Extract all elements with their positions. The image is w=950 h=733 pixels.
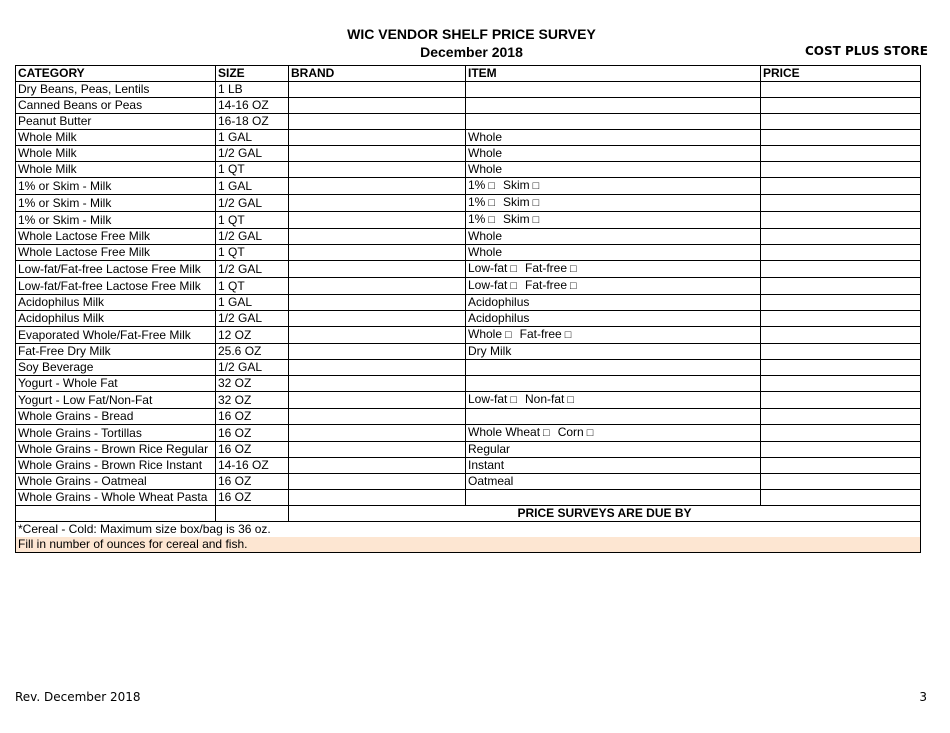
checkbox-icon[interactable]: □ — [567, 394, 575, 406]
fill-note: Fill in number of ounces for cereal and fish. — [16, 537, 921, 553]
category-cell: Evaporated Whole/Fat-Free Milk — [16, 327, 216, 344]
checkbox-icon[interactable]: □ — [570, 263, 577, 275]
brand-cell[interactable] — [289, 278, 466, 295]
table-row — [16, 114, 921, 130]
price-cell[interactable] — [761, 130, 921, 146]
item-cell — [466, 376, 761, 392]
table-row — [16, 327, 921, 344]
item-option-label: Whole — [468, 229, 503, 243]
size-cell: 1/2 GAL — [216, 261, 289, 278]
brand-cell[interactable] — [289, 229, 466, 245]
table-row — [16, 162, 921, 178]
item-cell — [466, 392, 761, 409]
item-option-label: Low-fat — [468, 261, 508, 275]
size-cell: 14-16 OZ — [216, 458, 289, 474]
checkbox-icon[interactable]: □ — [532, 180, 540, 192]
item-option-label: Oatmeal — [468, 474, 514, 488]
brand-cell[interactable] — [289, 245, 466, 261]
brand-cell[interactable] — [289, 178, 466, 195]
size-cell: 16 OZ — [216, 442, 289, 458]
item-option-label: Skim — [503, 178, 530, 192]
item-cell — [466, 474, 761, 490]
item-option-label: Whole — [468, 162, 503, 176]
category-cell: Yogurt - Low Fat/Non-Fat — [16, 392, 216, 409]
price-cell[interactable] — [761, 360, 921, 376]
table-row — [16, 278, 921, 295]
brand-cell[interactable] — [289, 82, 466, 98]
item-cell — [466, 360, 761, 376]
price-cell[interactable] — [761, 195, 921, 212]
item-option-label: Whole — [468, 327, 503, 341]
brand-cell[interactable] — [289, 376, 466, 392]
revision-footer: Rev. December 2018 — [15, 690, 141, 704]
table-row — [16, 376, 921, 392]
size-cell: 12 OZ — [216, 327, 289, 344]
column-header-item: ITEM — [466, 66, 761, 82]
table-row — [16, 458, 921, 474]
category-cell: Canned Beans or Peas — [16, 98, 216, 114]
item-cell — [466, 327, 761, 344]
checkbox-icon[interactable]: □ — [505, 329, 512, 341]
price-cell[interactable] — [761, 458, 921, 474]
category-cell: Whole Grains - Tortillas — [16, 425, 216, 442]
item-cell — [466, 458, 761, 474]
price-cell[interactable] — [761, 474, 921, 490]
size-cell: 1/2 GAL — [216, 195, 289, 212]
checkbox-icon[interactable]: □ — [488, 214, 495, 226]
checkbox-icon[interactable]: □ — [586, 427, 594, 439]
brand-cell[interactable] — [289, 344, 466, 360]
price-cell[interactable] — [761, 98, 921, 114]
checkbox-icon[interactable]: □ — [488, 197, 495, 209]
price-cell[interactable] — [761, 311, 921, 327]
brand-cell[interactable] — [289, 425, 466, 442]
item-cell — [466, 409, 761, 425]
item-cell — [466, 261, 761, 278]
brand-cell[interactable] — [289, 98, 466, 114]
table-row — [16, 409, 921, 425]
survey-title: WIC VENDOR SHELF PRICE SURVEY — [347, 26, 596, 42]
category-cell: Whole Grains - Bread — [16, 409, 216, 425]
store-name: COST PLUS STORE — [804, 44, 928, 58]
table-row — [16, 130, 921, 146]
brand-cell[interactable] — [289, 409, 466, 425]
category-cell: Whole Milk — [16, 130, 216, 146]
category-cell: Whole Lactose Free Milk — [16, 245, 216, 261]
item-cell — [466, 442, 761, 458]
table-row — [16, 490, 921, 506]
item-option-label: 1% — [468, 212, 486, 226]
price-cell[interactable] — [761, 261, 921, 278]
table-row — [16, 442, 921, 458]
checkbox-icon[interactable]: □ — [510, 280, 518, 292]
item-option-label: Dry Milk — [468, 344, 512, 358]
checkbox-icon[interactable]: □ — [510, 263, 518, 275]
table-row — [16, 344, 921, 360]
item-cell — [466, 490, 761, 506]
table-row — [16, 425, 921, 442]
size-cell: 1/2 GAL — [216, 311, 289, 327]
category-cell: Peanut Butter — [16, 114, 216, 130]
item-option-label: Whole — [468, 130, 503, 144]
item-cell — [466, 130, 761, 146]
item-option-label: Fat-free — [525, 261, 568, 275]
size-cell: 1 QT — [216, 278, 289, 295]
item-option-label: Skim — [503, 212, 530, 226]
item-cell — [466, 245, 761, 261]
item-cell — [466, 82, 761, 98]
size-cell: 14-16 OZ — [216, 98, 289, 114]
category-cell: 1% or Skim - Milk — [16, 178, 216, 195]
column-header-size: SIZE — [216, 66, 289, 82]
category-cell: 1% or Skim - Milk — [16, 212, 216, 229]
item-option-label: 1% — [468, 195, 486, 209]
price-survey-table — [15, 65, 921, 553]
due-label: PRICE SURVEYS ARE DUE BY — [289, 506, 921, 522]
price-cell[interactable] — [761, 392, 921, 409]
brand-cell[interactable] — [289, 360, 466, 376]
page-number: 3 — [919, 690, 927, 704]
price-cell[interactable] — [761, 490, 921, 506]
category-cell: Fat-Free Dry Milk — [16, 344, 216, 360]
size-cell: 16 OZ — [216, 474, 289, 490]
price-cell[interactable] — [761, 425, 921, 442]
brand-cell[interactable] — [289, 442, 466, 458]
item-option-label: Acidophilus — [468, 311, 530, 325]
size-cell: 1/2 GAL — [216, 360, 289, 376]
price-cell[interactable] — [761, 278, 921, 295]
brand-cell[interactable] — [289, 114, 466, 130]
brand-cell[interactable] — [289, 392, 466, 409]
table-row — [16, 311, 921, 327]
size-cell: 1 GAL — [216, 178, 289, 195]
brand-cell[interactable] — [289, 261, 466, 278]
item-cell — [466, 229, 761, 245]
category-cell: Whole Grains - Brown Rice Regular — [16, 442, 216, 458]
brand-cell[interactable] — [289, 327, 466, 344]
checkbox-icon[interactable]: □ — [532, 214, 540, 226]
item-cell — [466, 425, 761, 442]
category-cell: Whole Lactose Free Milk — [16, 229, 216, 245]
checkbox-icon[interactable]: □ — [543, 427, 550, 439]
item-option-label: Whole — [468, 146, 503, 160]
item-cell — [466, 146, 761, 162]
item-option-label: Skim — [503, 195, 530, 209]
column-header-category: CATEGORY — [16, 66, 216, 82]
category-cell: Soy Beverage — [16, 360, 216, 376]
table-row — [16, 98, 921, 114]
category-cell: Dry Beans, Peas, Lentils — [16, 82, 216, 98]
brand-cell[interactable] — [289, 146, 466, 162]
price-cell[interactable] — [761, 212, 921, 229]
checkbox-icon[interactable]: □ — [510, 394, 518, 406]
size-cell: 1 LB — [216, 82, 289, 98]
table-row — [16, 295, 921, 311]
due-row — [16, 506, 921, 522]
checkbox-icon[interactable]: □ — [532, 197, 540, 209]
item-cell — [466, 178, 761, 195]
brand-cell[interactable] — [289, 195, 466, 212]
item-option-label: Low-fat — [468, 278, 508, 292]
price-cell[interactable] — [761, 162, 921, 178]
size-cell: 1 GAL — [216, 295, 289, 311]
item-cell — [466, 278, 761, 295]
size-cell: 16 OZ — [216, 425, 289, 442]
size-cell: 16-18 OZ — [216, 114, 289, 130]
column-header-price: PRICE — [761, 66, 921, 82]
table-row — [16, 392, 921, 409]
category-cell: Acidophilus Milk — [16, 295, 216, 311]
category-cell: Whole Milk — [16, 162, 216, 178]
item-option-label: Instant — [468, 458, 505, 472]
price-cell[interactable] — [761, 146, 921, 162]
table-row — [16, 146, 921, 162]
price-cell[interactable] — [761, 442, 921, 458]
size-cell: 16 OZ — [216, 409, 289, 425]
brand-cell[interactable] — [289, 130, 466, 146]
size-cell: 1/2 GAL — [216, 229, 289, 245]
item-cell — [466, 311, 761, 327]
survey-date: December 2018 — [420, 44, 523, 60]
table-header-row — [16, 66, 921, 82]
item-option-label: Fat-free — [525, 278, 568, 292]
brand-cell[interactable] — [289, 295, 466, 311]
item-cell — [466, 98, 761, 114]
brand-cell[interactable] — [289, 311, 466, 327]
item-option-label: Fat-free — [519, 327, 562, 341]
size-cell: 32 OZ — [216, 392, 289, 409]
checkbox-icon[interactable]: □ — [570, 280, 577, 292]
item-option-label: Low-fat — [468, 392, 508, 406]
item-option-label: Corn — [557, 425, 584, 439]
price-cell[interactable] — [761, 245, 921, 261]
category-cell: Low-fat/Fat-free Lactose Free Milk — [16, 278, 216, 295]
table-row — [16, 212, 921, 229]
item-cell — [466, 295, 761, 311]
price-cell[interactable] — [761, 178, 921, 195]
table-row — [16, 474, 921, 490]
checkbox-icon[interactable]: □ — [488, 180, 495, 192]
category-cell: Whole Grains - Oatmeal — [16, 474, 216, 490]
category-cell: Low-fat/Fat-free Lactose Free Milk — [16, 261, 216, 278]
item-cell — [466, 162, 761, 178]
checkbox-icon[interactable]: □ — [564, 329, 572, 341]
size-cell: 25.6 OZ — [216, 344, 289, 360]
item-cell — [466, 344, 761, 360]
table-row — [16, 261, 921, 278]
category-cell: Yogurt - Whole Fat — [16, 376, 216, 392]
size-cell: 1/2 GAL — [216, 146, 289, 162]
price-cell[interactable] — [761, 409, 921, 425]
category-cell: Acidophilus Milk — [16, 311, 216, 327]
item-option-label: Whole — [468, 245, 503, 259]
item-cell — [466, 195, 761, 212]
category-cell: 1% or Skim - Milk — [16, 195, 216, 212]
table-row — [16, 245, 921, 261]
price-cell[interactable] — [761, 376, 921, 392]
item-cell — [466, 114, 761, 130]
category-cell: Whole Milk — [16, 146, 216, 162]
brand-cell[interactable] — [289, 458, 466, 474]
item-option-label: Acidophilus — [468, 295, 530, 309]
price-cell[interactable] — [761, 114, 921, 130]
category-cell: Whole Grains - Brown Rice Instant — [16, 458, 216, 474]
brand-cell[interactable] — [289, 162, 466, 178]
item-option-label: Regular — [468, 442, 511, 456]
due-row-spacer — [16, 506, 216, 522]
item-option-label: 1% — [468, 178, 486, 192]
size-cell: 1 QT — [216, 245, 289, 261]
column-header-brand: BRAND — [289, 66, 466, 82]
price-cell[interactable] — [761, 82, 921, 98]
brand-cell[interactable] — [289, 212, 466, 229]
cereal-note: *Cereal - Cold: Maximum size box/bag is 36 oz. — [16, 522, 921, 538]
table-row — [16, 229, 921, 245]
table-body — [16, 82, 921, 506]
table-row — [16, 82, 921, 98]
note-row — [16, 537, 921, 553]
price-cell[interactable] — [761, 344, 921, 360]
table-row — [16, 178, 921, 195]
size-cell: 1 QT — [216, 162, 289, 178]
price-cell[interactable] — [761, 229, 921, 245]
item-cell — [466, 212, 761, 229]
table-row — [16, 195, 921, 212]
size-cell: 1 QT — [216, 212, 289, 229]
price-cell[interactable] — [761, 295, 921, 311]
size-cell: 16 OZ — [216, 490, 289, 506]
item-option-label: Non-fat — [525, 392, 565, 406]
note-row — [16, 522, 921, 538]
brand-cell[interactable] — [289, 490, 466, 506]
size-cell: 1 GAL — [216, 130, 289, 146]
category-cell: Whole Grains - Whole Wheat Pasta — [16, 490, 216, 506]
table-row — [16, 360, 921, 376]
item-option-label: Whole Wheat — [468, 425, 541, 439]
size-cell: 32 OZ — [216, 376, 289, 392]
due-row-spacer — [216, 506, 289, 522]
brand-cell[interactable] — [289, 474, 466, 490]
price-cell[interactable] — [761, 327, 921, 344]
